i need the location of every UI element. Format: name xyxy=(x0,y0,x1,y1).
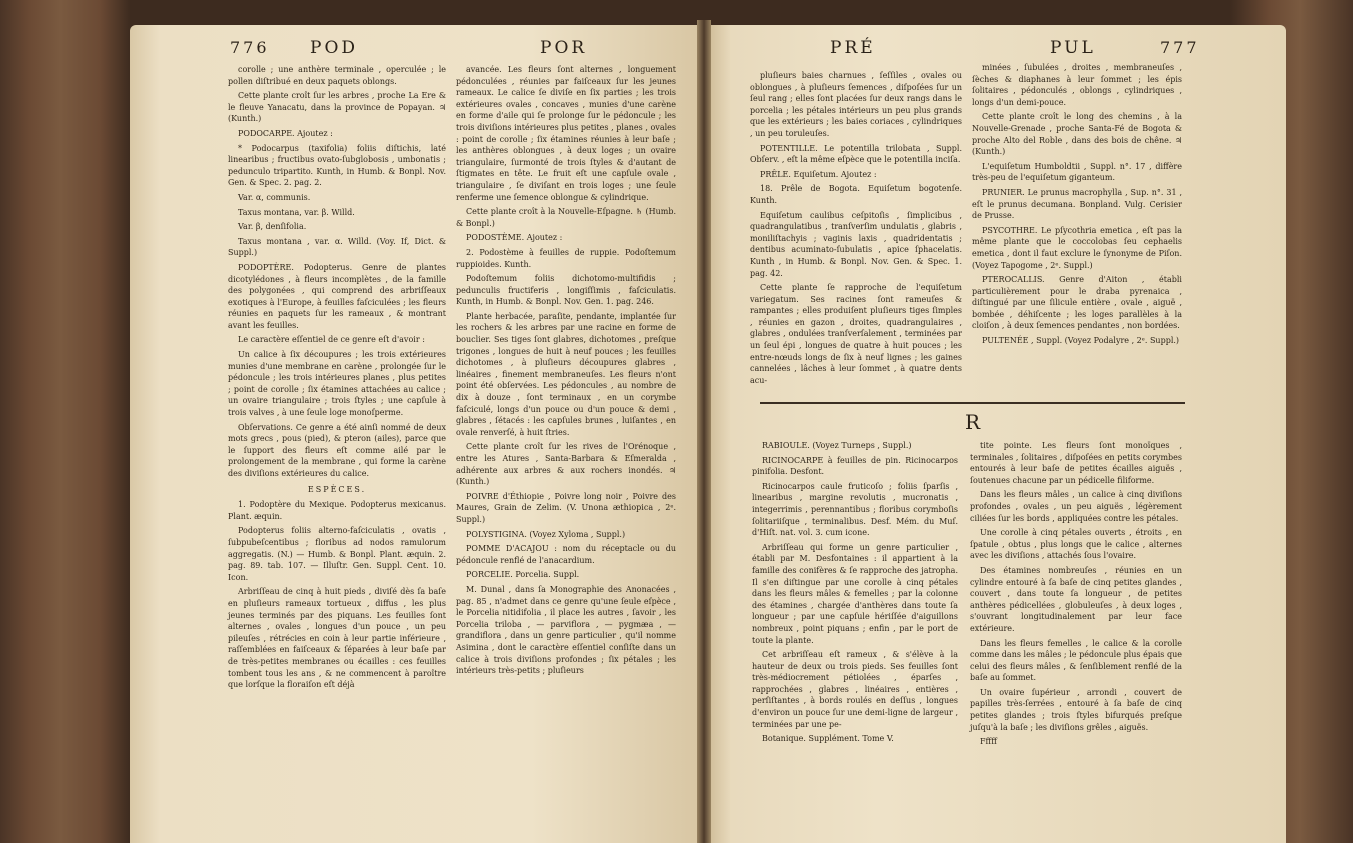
paragraph: ESPÈCES. xyxy=(307,484,367,494)
paragraph: Un calice à ſix découpures ; les trois extérieures munies d'une membrane en carène , prolongée ſur le pédoncule ; les trois intérieures planes , plus petites ; point de corolle ; ſix étamines attachées au calice ; un ovaire triangulaire ; trois ſtyles ; une capſule à trois valves , à une ſeule loge monoſperme. xyxy=(228,350,446,418)
paragraph: RABIOULE. (Voyez Turneps , Suppl.) xyxy=(762,441,912,450)
paragraph: Var. α, communis. xyxy=(238,192,311,202)
paragraph: PSYCOTHRE. Le pſycothria emetica , eſt pas la même plante que le coccolobas ſeu cephaelis emetica , dont il faut exclure le ſynonyme de Piſon. (Voyez Tapogome , 2ᵉ. Suppl.) xyxy=(972,225,1182,270)
paragraph: Cette plante ſe rapproche de l'equiſetum variegatum. Ses racines ſont rameuſes & rampantes ; elles produiſent pluſieurs tiges ſimples , réunies en gazon , droites, quadrangulaires , glabres , ondulées tranſverſalement , terminées par un ſeul épi , longues de quatre à huit pouces ; les entre-nœuds longs de ſix à neuf lignes ; les gaines cannelées , lâches à leur ſommet , à quatre dents acu- xyxy=(750,283,962,385)
section-rule xyxy=(760,402,1185,404)
right-running-head-right: PUL xyxy=(1050,38,1096,58)
paragraph: PULTENÉE , Suppl. (Voyez Podalyre , 2ᵉ. Suppl.) xyxy=(982,336,1180,346)
paragraph: Des étamines nombreuſes , réunies en un cylindre entouré à ſa baſe de cinq petites glandes , couvert , dans toute ſa longueur , de petites anthères pédicellées , globuleuſes , à deux loges , s'ouvrant longitudinalement par leur face extérieure. xyxy=(970,565,1182,633)
paragraph: Dans les fleurs mâles , un calice à cinq diviſions profondes , ovales , un peu aiguës , légèrement ciliées ſur les bords , appliquées contre les pétales. xyxy=(970,490,1182,523)
paragraph: POMME D'ACAJOU : nom du réceptacle ou du pédoncule renflé de l'anacardium. xyxy=(456,544,676,565)
paragraph: tite pointe. Les fleurs ſont monoïques , terminales , ſolitaires , diſpoſées en petits corymbes entourés à leur baſe de petites écailles aiguës , ſoutenues chacune par un pédicelle filiforme. xyxy=(970,441,1182,485)
paragraph: Fffff xyxy=(980,737,997,747)
paragraph: Cette plante croît à la Nouvelle-Eſpagne. ♄ (Humb. & Bonpl.) xyxy=(456,207,676,228)
left-running-head: POD xyxy=(310,38,359,58)
paragraph: corolle ; une anthère terminale , operculée ; le pollen diſtribué en deux paquets oblongs. xyxy=(228,65,446,86)
paragraph: Le caractère eſſentiel de ce genre eſt d'avoir : xyxy=(238,335,425,345)
paragraph: Cette plante croît ſur les rives de l'Orénoque , entre les Atures , Santa-Barbara & Eſmeralda , adhérente aux arbres & aux rochers inondés. ♃ (Kunth.) xyxy=(456,442,676,487)
left-running-head-right: POR xyxy=(540,38,588,58)
paragraph: POIVRE d'Éthiopie , Poivre long noir , Poivre des Maures, Grain de Zelim. (V. Unona æthiopica , 2ᵉ. Suppl.) xyxy=(456,491,676,524)
paragraph: PODOCARPE. Ajoutez : xyxy=(238,128,333,138)
right-column-3 xyxy=(752,440,958,835)
paragraph: RICINOCARPE à feuilles de pin. Ricinocarpos pinifolia. Desfont. xyxy=(752,455,958,477)
paragraph: Cette plante croît le long des chemins , à la Nouvelle-Grenade , proche Santa-Fé de Bogota & proche Alto del Roble , dans des bois de chêne. ♃ (Kunth.) xyxy=(972,112,1182,157)
section-letter: R xyxy=(965,410,981,434)
paragraph: Equiſetum caulibus ceſpitoſis , ſimplicibus , quadrangulatibus , tranſverſim undulatis , glabris , moniliſtachyis ; vaginis laxis , quadridentatis ; dentibus acuminato-ſubulatis , apice ſphacelatis. Kunth , in Humb. & Bonpl. Nov. Gen. & Spec. 1. pag. 42. xyxy=(750,210,962,278)
right-page-number: 777 xyxy=(1160,38,1200,57)
paragraph: 18. Prêle de Bogota. Equiſetum bogotenſe. Kunth. xyxy=(750,184,962,205)
paragraph: Un ovaire ſupérieur , arrondi , couvert de papilles très-ſerrées , entouré à ſa baſe de cinq petites glandes ; trois ſtyles bifurqués preſque juſqu'à la baſe ; les diviſions grêles , aiguës. xyxy=(970,687,1182,732)
paragraph: Cette plante croît ſur les arbres , proche La Ere & le fleuve Yanacatu, dans la province de Popayan. ♃ (Kunth.) xyxy=(228,91,446,124)
paragraph: minées , ſubulées , droites , membraneuſes , ſèches & diaphanes à leur ſommet ; les épis ſolitaires , pédonculés , oblongs , cylindriques , longs d'un demi-pouce. xyxy=(972,63,1182,107)
left-page-number: 776 xyxy=(230,38,270,57)
paragraph: avancée. Les fleurs ſont alternes , longuement pédonculées , réunies par faiſceaux ſur les jeunes rameaux. Le calice ſe diviſe en ſix parties ; les trois extérieures ovales , concaves , munies d'une carène en forme d'aile qui ſe prolonge ſur le pédoncule ; les trois diviſions intérieures plus petites , planes , ovales : point de corolle ; ſix étamines réunies à leur baſe ; les anthères oblongues , à deux loges ; un ovaire triangulaire, ſurmonté de trois ſtyles & d'autant de ſtigmates en tête. Le fruit eſt une capſule ovale , triangulaire , ſe diviſant en trois loges ; une ſeule renferme une ſemence oblongue & cylindrique. xyxy=(456,65,676,202)
paragraph: Var. β, denſifolia. xyxy=(238,222,307,232)
paragraph: PODOPTÈRE. Podopterus. Genre de plantes dicotylédones , à fleurs incomplètes , de la famille des polygonées , qui comprend des arbriſſeaux exotiques à l'Europe, à feuilles faſciculées ; les fleurs réunies en paquets ſur les rameaux , & montrant avant les feuilles. xyxy=(228,262,446,330)
paragraph: Podopterus foliis alterno-faſciculatis , ovatis , ſubpubeſcentibus ; floribus ad nodos ramulorum aggregatis. (N.) — Humb. & Bonpl. Plant. æquin. 2. pag. 89. tab. 107. — Illuſtr. Gen. Suppl. Cent. 10. Icon. xyxy=(228,526,446,582)
left-column-1 xyxy=(228,64,446,834)
paragraph: 2. Podostème à feuilles de ruppie. Podoſtemum ruppioides. Kunth. xyxy=(456,247,676,269)
paragraph: Cet arbriſſeau eſt rameux , & s'élève à la hauteur de deux ou trois pieds. Ses feuilles ſont très-médiocrement pétiolées , éparſes , rapprochées , glabres , linéaires , entières , perſiſtantes , à bords roulés en deſſus , longues d'environ un pouce ſur une demi-ligne de largeur , terminées par une pe- xyxy=(752,650,958,729)
paragraph: 1. Podoptère du Mexique. Podopterus mexicanus. Plant. æquin. xyxy=(228,500,446,521)
paragraph: Podoſtemum foliis dichotomo-multifidis ; pedunculis fructiferis , longiſſimis , faſciculatis. Kunth, in Humb. & Bonpl. Nov. Gen. 1. pag. 246. xyxy=(456,274,676,307)
paragraph: PRÊLE. Equiſetum. Ajoutez : xyxy=(760,169,877,179)
paragraph: PRUNIER. Le prunus macrophylla , Sup. n°. 31 , eſt le prunus decumana. Bonpland. Vulg. Cerisier de Prusse. xyxy=(972,187,1182,221)
paragraph: Arbriſſeau de cinq à huit pieds , diviſé dès ſa baſe en pluſieurs rameaux tortueux , diffus , les plus jeunes terminés par des piquans. Les feuilles ſont alternes , ovales , longues d'un pouce , un peu pileuſes , rétrécies en coin à leur partie inférieure , raſſemblées en faiſceaux & ſéparées à leur baſe par de très-petites membranes ou écailles : ces feuilles tombent tous les ans , & ne commencent à paroître que lorſque la floraiſon eſt déjà xyxy=(228,587,446,690)
paragraph: Ricinocarpos caule fruticoſo ; foliis ſparſis , linearibus , margine revolutis , mucronatis , integerrimis , perennantibus ; floribus corymboſis ſolitariiſque , terminalibus. Desf. Mém. du Muſ. d'Hiſt. nat. vol. 3. cum icone. xyxy=(752,481,958,538)
paragraph: M. Dunal , dans ſa Monographie des Anonacées , pag. 85 , n'admet dans ce genre qu'une ſeule eſpèce , le Porcelia nitidifolia , il place les autres , ſavoir , les Porcelia triloba , — parviflora , — pygmæa , — grandiflora , dans un genre particulier , qu'il nomme Asimina , dont le caractère eſſentiel conſiſte dans un calice à trois diviſions profondes ; ſix pétales ; les intérieurs très-petits ; pluſieurs xyxy=(456,584,676,676)
paragraph: POLYSTIGINA. (Voyez Xyloma , Suppl.) xyxy=(466,529,626,539)
paragraph: Arbriſſeau qui forme un genre particulier , établi par M. Desfontaines : il appartient à la famille des conifères & ſe rapproche des jatropha. Il s'en diſtingue par une corolle à cinq pétales dans les fleurs mâles & femelles ; par la colonne des étamines , chargée d'anthères dans toute ſa longueur ; par une capſule hériſſée d'aiguillons nombreux , point piquans ; enfin , par le port de toute la plante. xyxy=(752,542,958,645)
paragraph: L'equiſetum Humboldtii , Suppl. n°. 17 , diffère très-peu de l'equiſetum giganteum. xyxy=(972,161,1182,183)
right-running-head: PRÉ xyxy=(830,38,876,58)
paragraph: POTENTILLE. Le potentilla trilobata , Suppl. Obſerv. , eſt la même eſpèce que le potentilla inciſa. xyxy=(750,143,962,165)
book-gutter xyxy=(697,20,711,843)
paragraph: PORCELIE. Porcelia. Suppl. xyxy=(466,570,580,580)
paragraph: Taxus montana, var. β. Willd. xyxy=(238,207,355,217)
paragraph: Taxus montana , var. α. Willd. (Voy. If, Dict. & Suppl.) xyxy=(228,236,446,258)
paragraph: Dans les fleurs femelles , le calice & la corolle comme dans les mâles ; le pédoncule plus épais que celui des fleurs mâles , & ſenſiblement renflé de la baſe au ſommet. xyxy=(970,638,1182,683)
paragraph: Plante herbacée, paraſite, pendante, implantée ſur les rochers & les arbres par une racine en forme de bouclier. Ses tiges ſont glabres, dichotomes , preſque trigones , longues de huit à neuf pouces ; les feuilles dichotomes , à pluſieurs découpures glabres , linéaires , finement membraneuſes. Les fleurs n'ont point été obſervées. Les pédoncules , au nombre de dix à douze , ſont terminaux , en un corymbe faſciculé, longs d'un pouce ou d'un pouce & demi , glabres , ſétacés : les capſules brunes , luiſantes , en ovale renverſé, à huit ſtries. xyxy=(456,311,676,437)
paragraph: Une corolle à cinq pétales ouverts , étroits , en ſpatule , obtus , plus longs que le calice , alternes avec les diviſions , attachés ſous l'ovaire. xyxy=(970,528,1182,561)
paragraph: * Podocarpus (taxifolia) foliis diſtichis, laté linearibus ; fructibus ovato-ſubglobosis , umbonatis ; pedunculo tripartito. Kunth, in Humb. & Bonpl. Nov. Gen. & Spec. 2. pag. 2. xyxy=(228,143,446,188)
paragraph: PTEROCALLIS. Genre d'Aiton , établi particulièrement pour le draba pyrenaica , diſtingué par une ſilicule entière , ovale , aiguë , bombée , déhiſcente ; les loges parallèles à la cloiſon , à deux ſemences pendantes , non bordées. xyxy=(972,275,1182,331)
left-column-2 xyxy=(456,64,676,834)
paragraph: pluſieurs baies charnues , ſeſſiles , ovales ou oblongues , à pluſieurs ſemences , diſpoſées ſur un ſeul rang ; elles ſont placées ſur deux rangs dans le porcelia ; les pétales intérieurs un peu plus grands que les extérieurs ; les baies coriaces , cylindriques , un peu toruleuſes. xyxy=(750,71,962,138)
right-column-2 xyxy=(972,62,1182,392)
paragraph: Botanique. Supplément. Tome V. xyxy=(762,734,894,744)
paragraph: PODOSTÈME. Ajoutez : xyxy=(466,233,563,243)
right-column-1 xyxy=(750,70,962,400)
paragraph: Obſervations. Ce genre a été ainſi nommé de deux mots grecs , pous (pied), & pteron (ailes), parce que le ſupport des fleurs eſt comme ailé par le prolongement de la membrane , qui forme la carène des diviſions extérieures du calice. xyxy=(228,422,446,478)
right-column-4 xyxy=(970,440,1182,835)
